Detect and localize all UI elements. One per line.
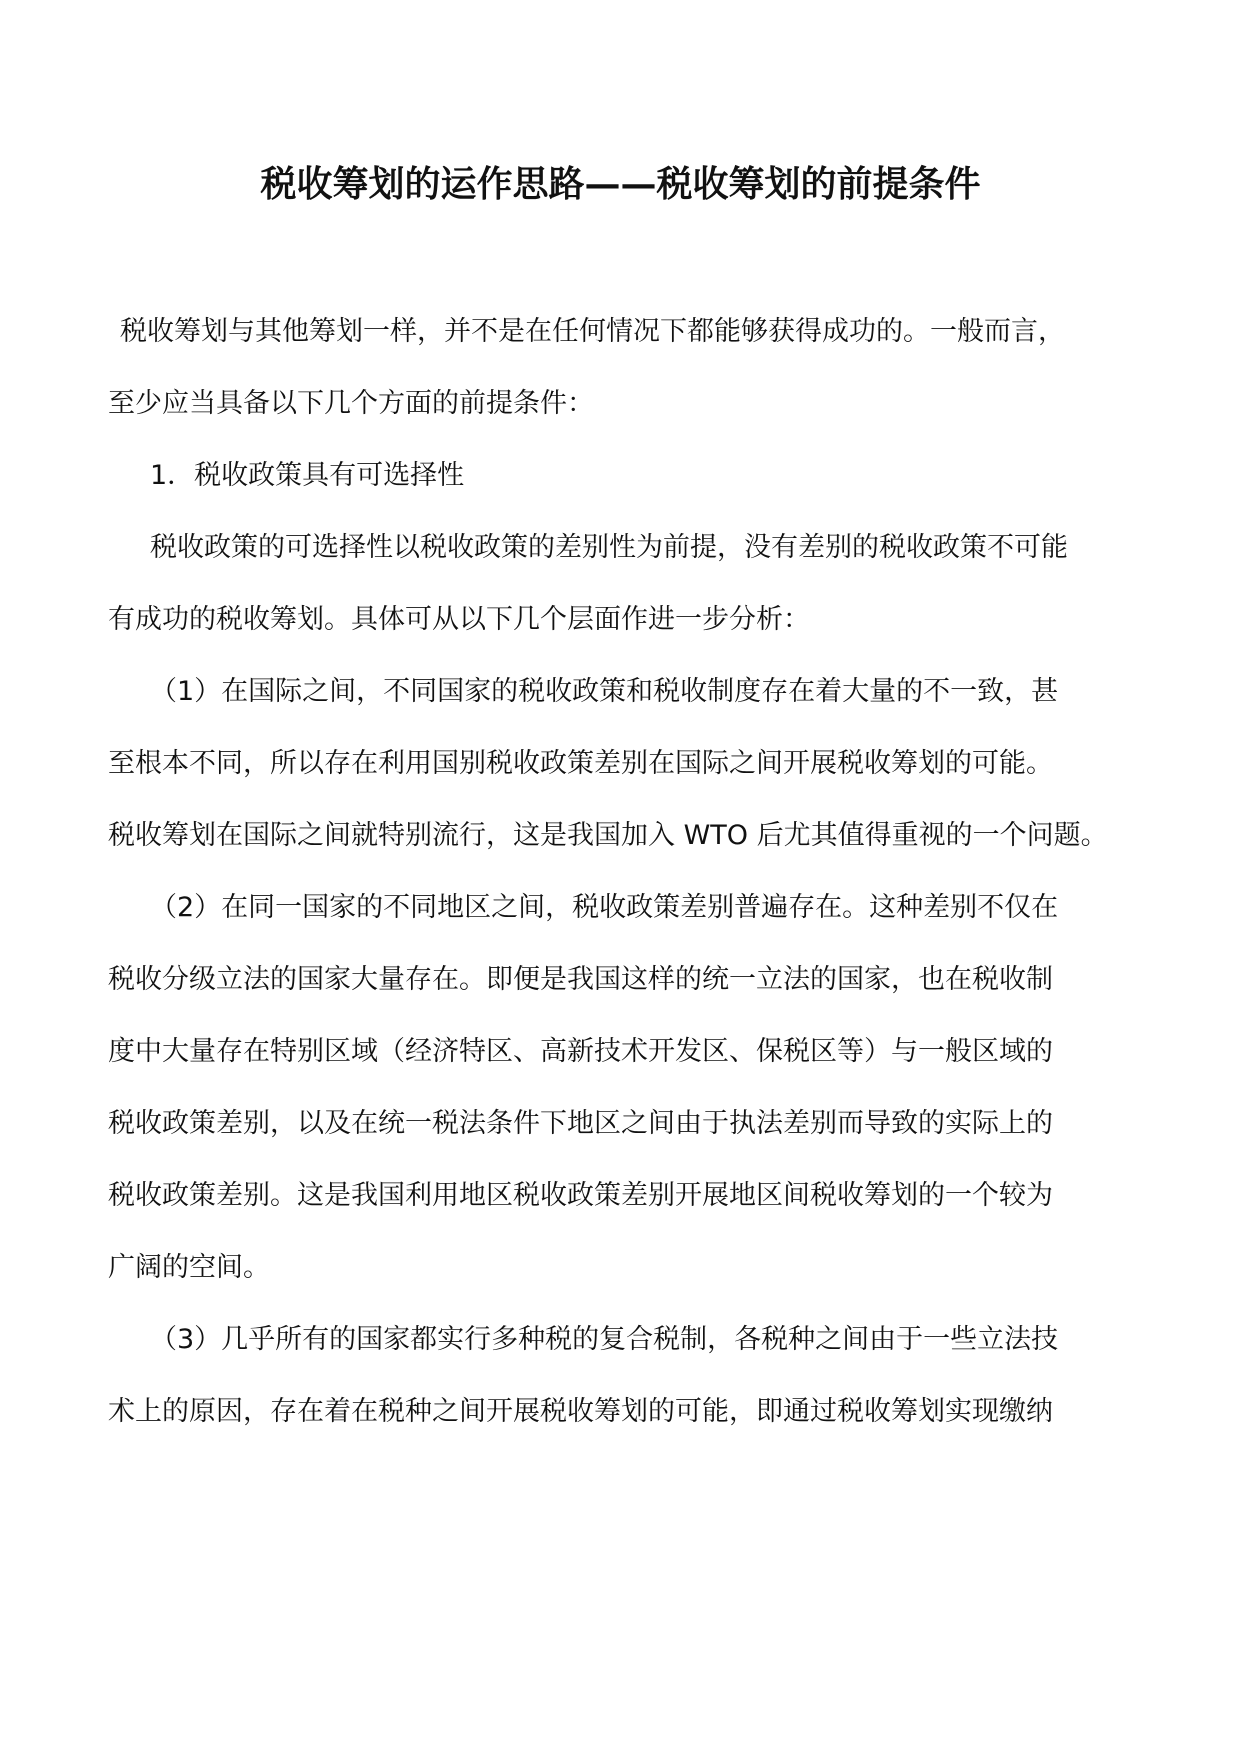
section-heading: 1．税收政策具有可选择性 (150, 460, 465, 491)
paragraph-line: 税收政策的可选择性以税收政策的差别性为前提，没有差别的税收政策不可能 (150, 532, 1068, 563)
paragraph-line: 至根本不同，所以存在利用国别税收政策差别在国际之间开展税收筹划的可能。 (108, 748, 1053, 779)
paragraph-line: 广阔的空间。 (108, 1252, 270, 1283)
paragraph-line: （2）在同一国家的不同地区之间，税收政策差别普遍存在。这种差别不仅在 (150, 892, 1059, 923)
paragraph-line: 至少应当具备以下几个方面的前提条件： (108, 388, 594, 419)
paragraph-line: 税收筹划与其他筹划一样，并不是在任何情况下都能够获得成功的。一般而言， (120, 316, 1065, 347)
document-title: 税收筹划的运作思路——税收筹划的前提条件 (260, 163, 981, 205)
paragraph-line: 有成功的税收筹划。具体可从以下几个层面作进一步分析： (108, 604, 810, 635)
paragraph-line: 税收政策差别，以及在统一税法条件下地区之间由于执法差别而导致的实际上的 (108, 1108, 1053, 1139)
paragraph-line: 税收分级立法的国家大量存在。即便是我国这样的统一立法的国家，也在税收制 (108, 964, 1053, 995)
paragraph-line: 度中大量存在特别区域（经济特区、高新技术开发区、保税区等）与一般区域的 (108, 1036, 1053, 1067)
paragraph-line: 税收政策差别。这是我国利用地区税收政策差别开展地区间税收筹划的一个较为 (108, 1180, 1053, 1211)
paragraph-line: （3）几乎所有的国家都实行多种税的复合税制，各税种之间由于一些立法技 (150, 1324, 1059, 1355)
paragraph-line: 术上的原因，存在着在税种之间开展税收筹划的可能，即通过税收筹划实现缴纳 (108, 1396, 1053, 1427)
paragraph-line: （1）在国际之间，不同国家的税收政策和税收制度存在着大量的不一致，甚 (150, 676, 1059, 707)
paragraph-line: 税收筹划在国际之间就特别流行，这是我国加入 WTO 后尤其值得重视的一个问题。 (108, 820, 1108, 851)
